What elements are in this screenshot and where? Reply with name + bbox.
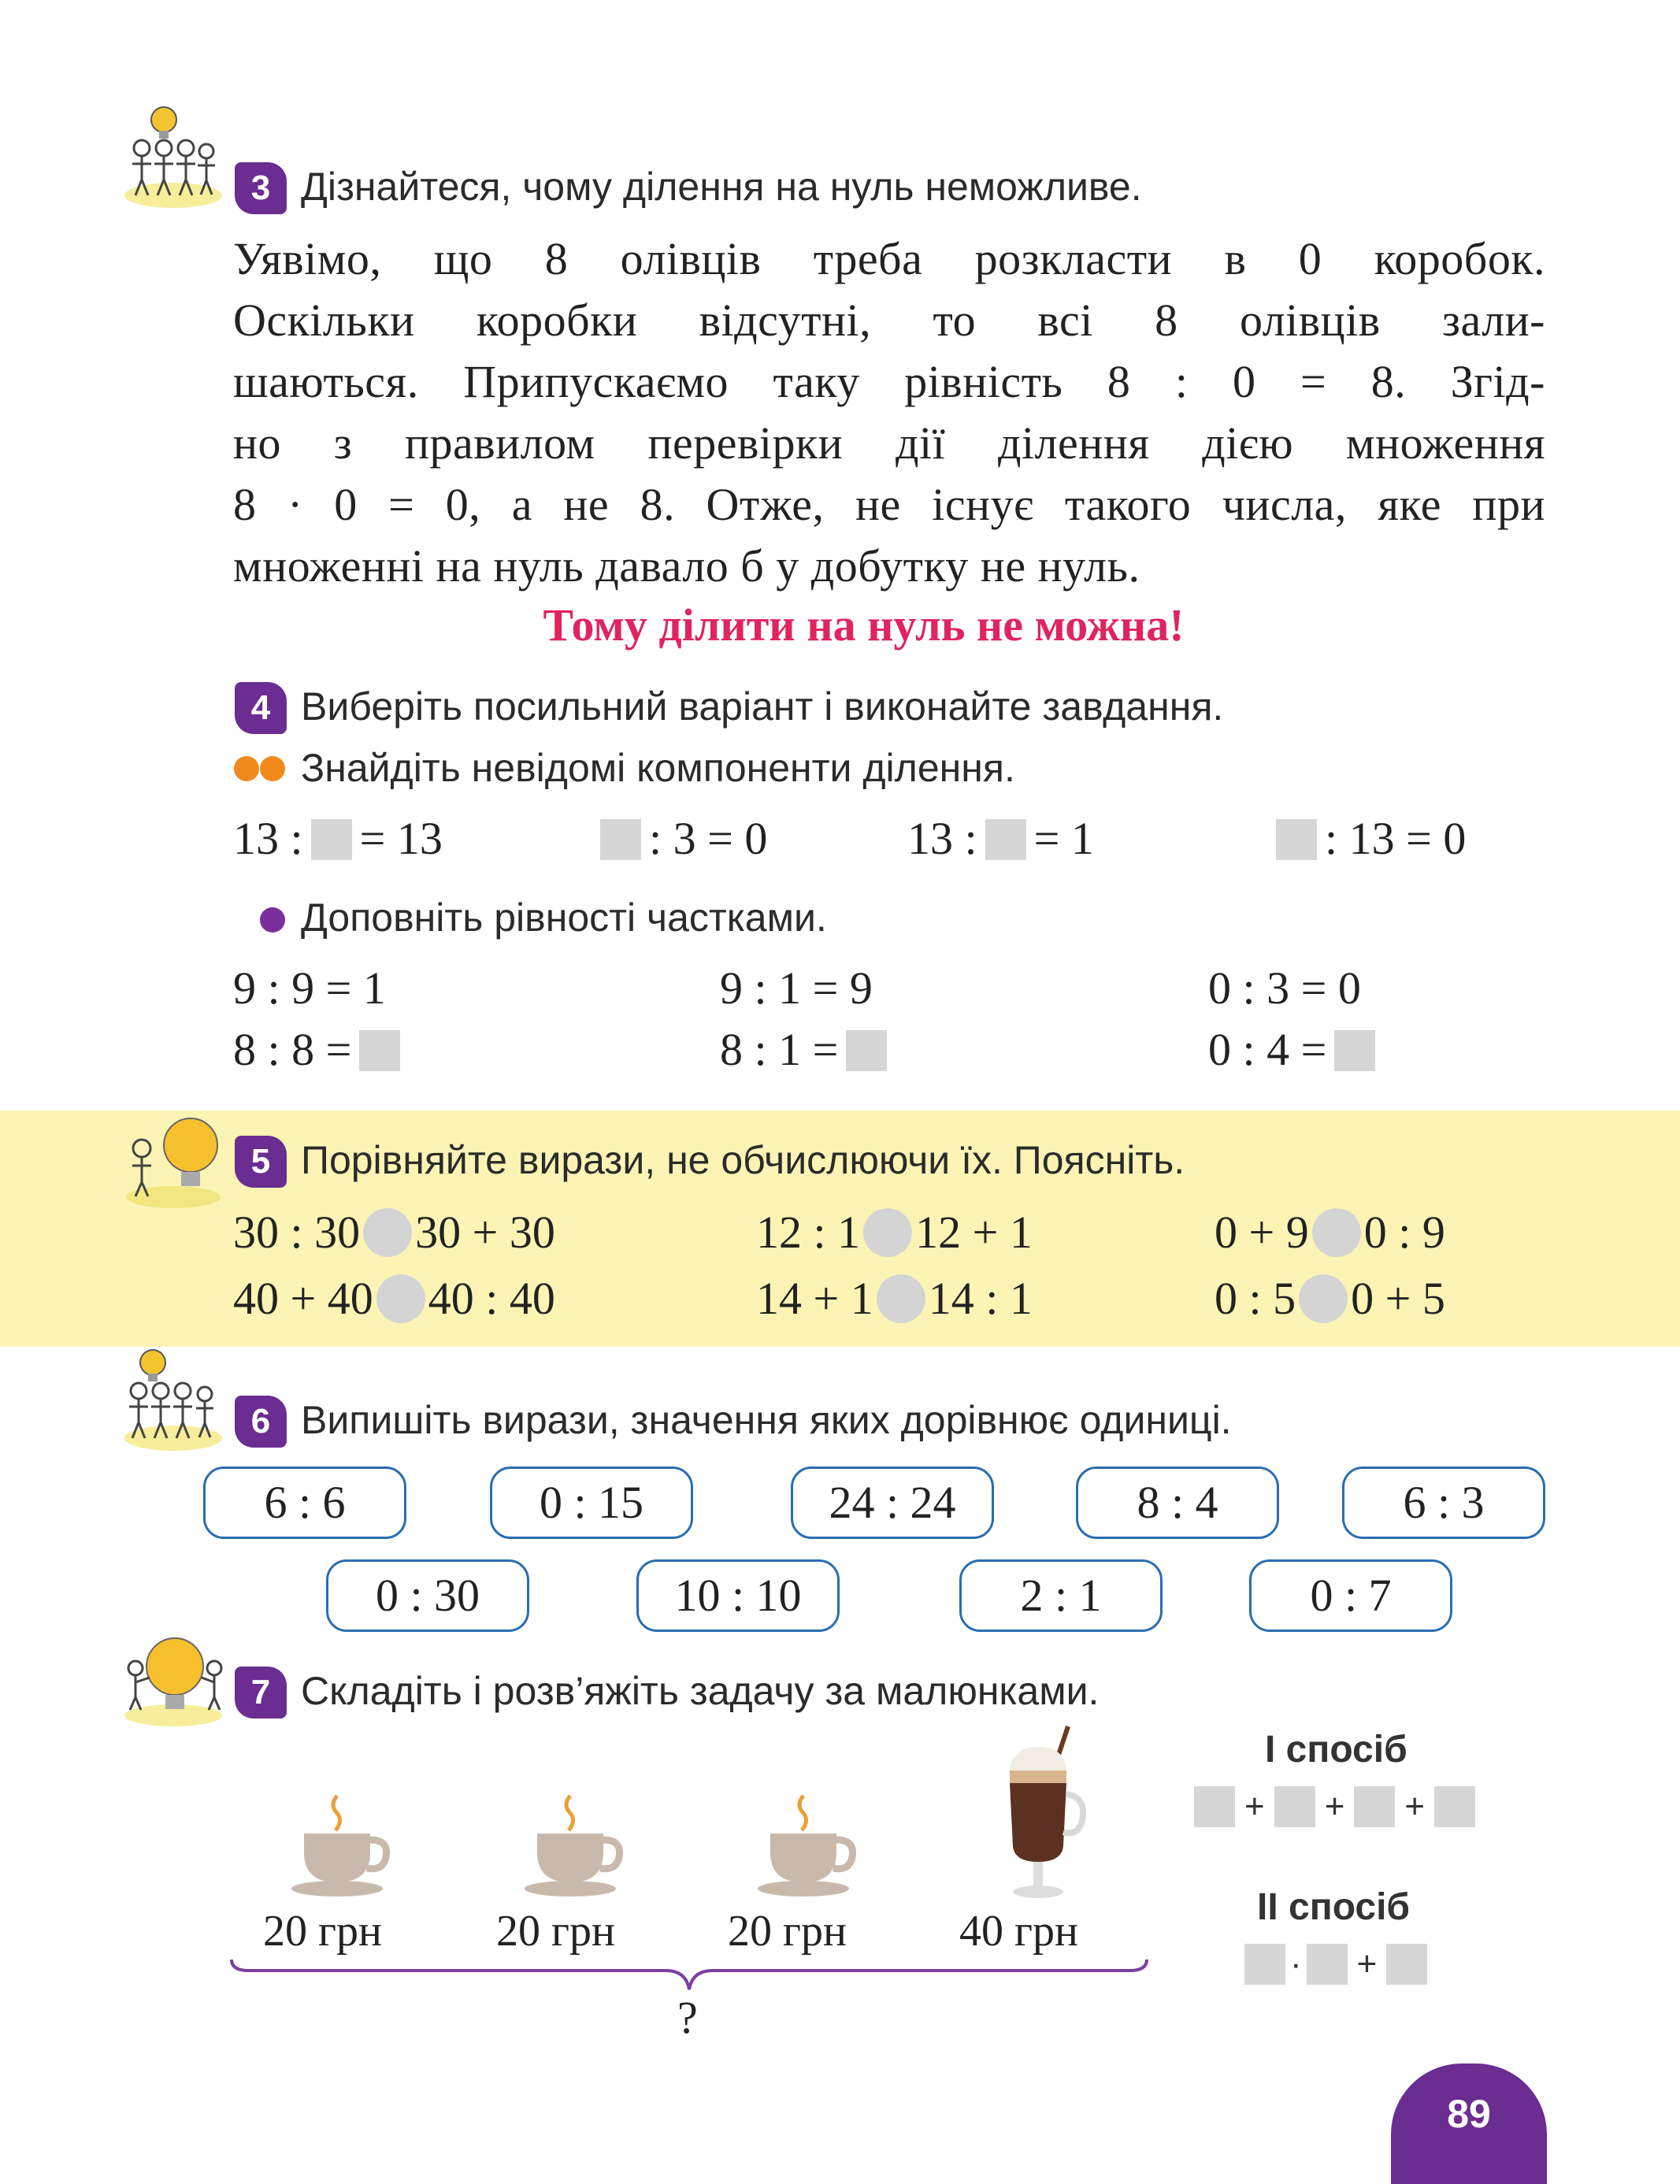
team-bulb-icon [118, 1345, 228, 1455]
division-equation: 13 : = 13 [233, 813, 443, 864]
task-4-title: Виберіть посильний варіант і виконайте завдання. [301, 684, 1224, 729]
quotient-equation: 0 : 4 = [1208, 1022, 1383, 1077]
paragraph-line: Оскільки коробки відсутні, то всі 8 олівців зали- [233, 295, 1545, 346]
paragraph-line: множенні на нуль давало б у добутку не нуль. [233, 540, 1140, 591]
price-label: 40 грн [959, 1907, 1078, 1956]
task-4-level1-text: Доповніть рівності частками. [301, 895, 827, 940]
division-equation: 13 : = 1 [907, 813, 1094, 864]
expression-card[interactable]: 6 : 6 [203, 1467, 406, 1539]
quotient-equation: 9 : 9 = 1 [233, 962, 386, 1014]
task-4-level2-text: Знайдіть невідомі компоненти ділення. [301, 746, 1015, 790]
page-number: 89 [1391, 2063, 1547, 2184]
paragraph-line: шаються. Припускаємо таку рівність 8 : 0 = 8. Згід- [233, 356, 1545, 407]
task-6-title: Випишіть вирази, значення яких дорівнює одиниці. [301, 1398, 1232, 1442]
team-bulb-icon [118, 102, 228, 213]
expression-card[interactable]: 0 : 7 [1249, 1559, 1452, 1632]
answer-box[interactable] [311, 819, 352, 860]
comparison-expression: 14 + 1 14 : 1 [756, 1273, 1033, 1324]
answer-box[interactable] [1274, 1786, 1315, 1827]
compare-circle[interactable] [1299, 1274, 1348, 1323]
conclusion-text: Тому ділити на нуль не можна! [543, 599, 1185, 651]
answer-box[interactable] [600, 819, 641, 860]
pushing-bulb-icon [118, 1629, 228, 1731]
method-1-title: І спосіб [1265, 1729, 1407, 1771]
division-equation: : 13 = 0 [1268, 811, 1466, 866]
paragraph-line: Уявімо, що 8 олівців треба розкласти в 0 коробок. [233, 233, 1545, 284]
compare-circle[interactable] [363, 1208, 412, 1257]
coffee-cup-icon [525, 1788, 635, 1902]
paragraph-line: 8 · 0 = 0, а не 8. Отже, не існує такого числа, яке при [233, 479, 1545, 530]
task-4-number: 4 [235, 682, 287, 734]
compare-circle[interactable] [877, 1274, 925, 1323]
task-5-title: Порівняйте вирази, не обчислюючи їх. Поясніть. [301, 1138, 1185, 1182]
paragraph-line: но з правилом перевірки дії ділення дією множення [233, 417, 1545, 469]
comparison-expression: 0 : 5 0 + 5 [1215, 1273, 1445, 1324]
expression-card[interactable]: 6 : 3 [1342, 1467, 1545, 1539]
quotient-equation: 0 : 3 = 0 [1208, 962, 1361, 1014]
answer-box[interactable] [985, 819, 1026, 860]
task-7-title: Складіть і розв’яжіть задачу за малюнками. [301, 1669, 1100, 1713]
latte-glass-icon [992, 1723, 1103, 1904]
expression-card[interactable]: 0 : 15 [490, 1467, 693, 1539]
expression-card[interactable]: 2 : 1 [959, 1559, 1163, 1632]
answer-box[interactable] [1307, 1944, 1348, 1985]
quotient-equation: 9 : 1 = 9 [720, 962, 873, 1014]
method-2-expression: · + [1244, 1944, 1427, 1985]
question-mark: ? [677, 1992, 698, 2043]
price-label: 20 грн [263, 1907, 382, 1956]
task-5-number: 5 [235, 1136, 287, 1188]
answer-box[interactable] [1194, 1786, 1235, 1827]
task-3-paragraph [233, 228, 1545, 597]
quotient-equation: 8 : 1 = [720, 1022, 895, 1077]
compare-circle[interactable] [1312, 1208, 1361, 1257]
task-3-number: 3 [235, 162, 287, 214]
answer-box[interactable] [1386, 1944, 1427, 1985]
answer-box[interactable] [1276, 819, 1317, 860]
quotient-equation: 8 : 8 = [233, 1022, 408, 1077]
compare-circle[interactable] [376, 1274, 425, 1323]
comparison-expression: 12 : 1 12 + 1 [756, 1207, 1033, 1258]
coffee-cup-icon [291, 1788, 402, 1902]
method-1-expression: + + + [1194, 1786, 1475, 1827]
method-2-title: ІІ спосіб [1257, 1886, 1411, 1928]
expression-card[interactable]: 10 : 10 [636, 1559, 840, 1632]
task-7-number: 7 [235, 1667, 287, 1719]
comparison-expression: 0 + 9 0 : 9 [1215, 1207, 1445, 1258]
one-dot-level-icon [258, 906, 287, 934]
expression-card[interactable]: 0 : 30 [326, 1559, 529, 1632]
answer-box[interactable] [1434, 1786, 1475, 1827]
answer-box[interactable] [1354, 1786, 1395, 1827]
answer-box[interactable] [1244, 1944, 1285, 1985]
answer-box[interactable] [359, 1030, 400, 1071]
answer-box[interactable] [1334, 1030, 1375, 1071]
two-dots-level-icon [233, 755, 288, 783]
task-3-title: Дізнайтеся, чому ділення на нуль неможливе. [301, 165, 1142, 209]
division-equation: : 3 = 0 [592, 811, 767, 866]
comparison-expression: 30 : 30 30 + 30 [233, 1207, 555, 1258]
task-6-number: 6 [235, 1396, 287, 1448]
answer-box[interactable] [846, 1030, 887, 1071]
price-label: 20 грн [496, 1907, 615, 1956]
comparison-expression: 40 + 40 40 : 40 [233, 1273, 555, 1324]
thinker-bulb-icon [118, 1109, 228, 1211]
expression-card[interactable]: 8 : 4 [1076, 1467, 1279, 1539]
compare-circle[interactable] [863, 1208, 912, 1257]
coffee-cup-icon [758, 1788, 868, 1902]
price-label: 20 грн [728, 1907, 847, 1956]
expression-card[interactable]: 24 : 24 [791, 1467, 994, 1539]
